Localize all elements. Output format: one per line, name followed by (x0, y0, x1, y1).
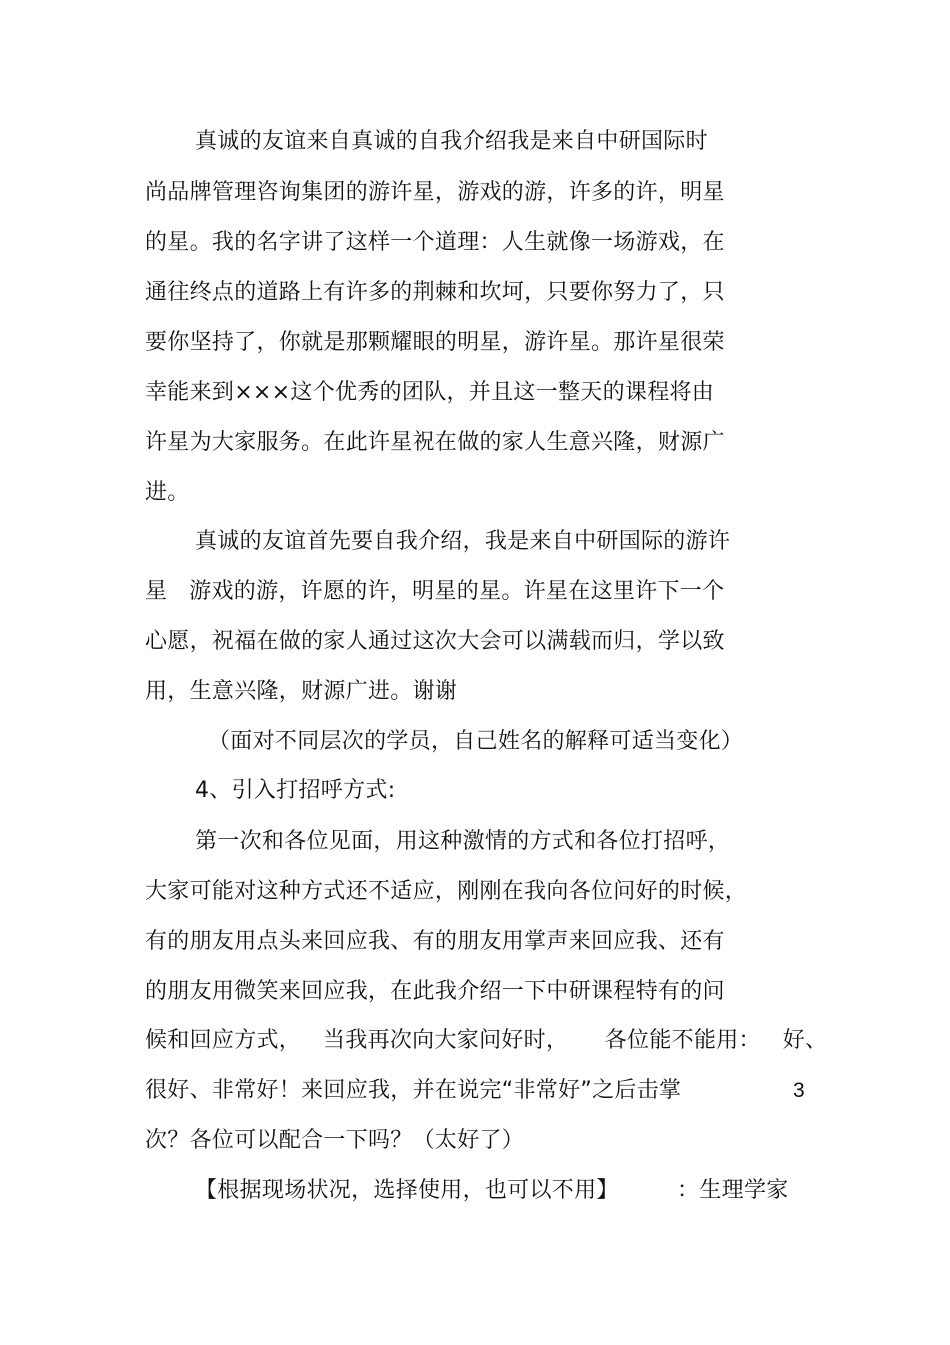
paragraph-1-line-7: 许星为大家服务。在此许星祝在做的家人生意兴隆，财源广 (145, 430, 725, 455)
inline-number: 3 (793, 1079, 805, 1102)
paragraph-3-line-1: 第一次和各位见面，用这种激情的方式和各位打招呼， (195, 829, 731, 854)
paragraph-1-line-8: 进。 (145, 480, 190, 505)
paragraph-1-line-1: 真诚的友谊来自真诚的自我介绍我是来自中研国际时 (195, 129, 708, 154)
paragraph-3-line-4: 的朋友用微笑来回应我，在此我介绍一下中研课程特有的问 (145, 979, 725, 1004)
paragraph-1-line-6: 幸能来到×××这个优秀的团队，并且这一整天的课程将由 (145, 380, 715, 405)
paragraph-1-line-2: 尚品牌管理咨询集团的游许星，游戏的游，许多的许，明星 (145, 180, 725, 205)
note-line: （面对不同层次的学员，自己姓名的解释可适当变化） (208, 729, 744, 754)
paragraph-3-line-2: 大家可能对这种方式还不适应，刚刚在我向各位问好的时候， (145, 879, 748, 904)
paragraph-2-line-4: 用，生意兴隆，财源广进。谢谢 (145, 679, 458, 704)
paragraph-2-line-1: 真诚的友谊首先要自我介绍，我是来自中研国际的游许 (195, 529, 731, 554)
paragraph-2-line-2: 星 游戏的游，许愿的许，明星的星。许星在这里许下一个 (145, 579, 725, 604)
paragraph-3-line-6: 很好、非常好！来回应我，并在说完“非常好”之后击掌 (145, 1078, 682, 1103)
last-line: 【根据现场状况，选择使用，也可以不用】 ：生理学家 (195, 1178, 789, 1203)
section-heading: 4、引入打招呼方式: (195, 778, 396, 803)
paragraph-3-line-3: 有的朋友用点头来回应我、有的朋友用掌声来回应我、还有 (145, 929, 725, 954)
paragraph-1-line-4: 通往终点的道路上有许多的荆棘和坎坷，只要你努力了，只 (145, 280, 725, 305)
paragraph-3-line-7: 次？各位可以配合一下吗？（太好了） (145, 1128, 525, 1153)
paragraph-1-line-3: 的星。我的名字讲了这样一个道理：人生就像一场游戏，在 (145, 230, 725, 255)
paragraph-1-line-5: 要你坚持了，你就是那颗耀眼的明星，游许星。那许星很荣 (145, 330, 725, 355)
paragraph-3-line-5: 候和回应方式， 当我再次向大家问好时， 各位能不能用： 好、 (145, 1028, 828, 1053)
paragraph-2-line-3: 心愿，祝福在做的家人通过这次大会可以满载而归，学以致 (145, 629, 725, 654)
